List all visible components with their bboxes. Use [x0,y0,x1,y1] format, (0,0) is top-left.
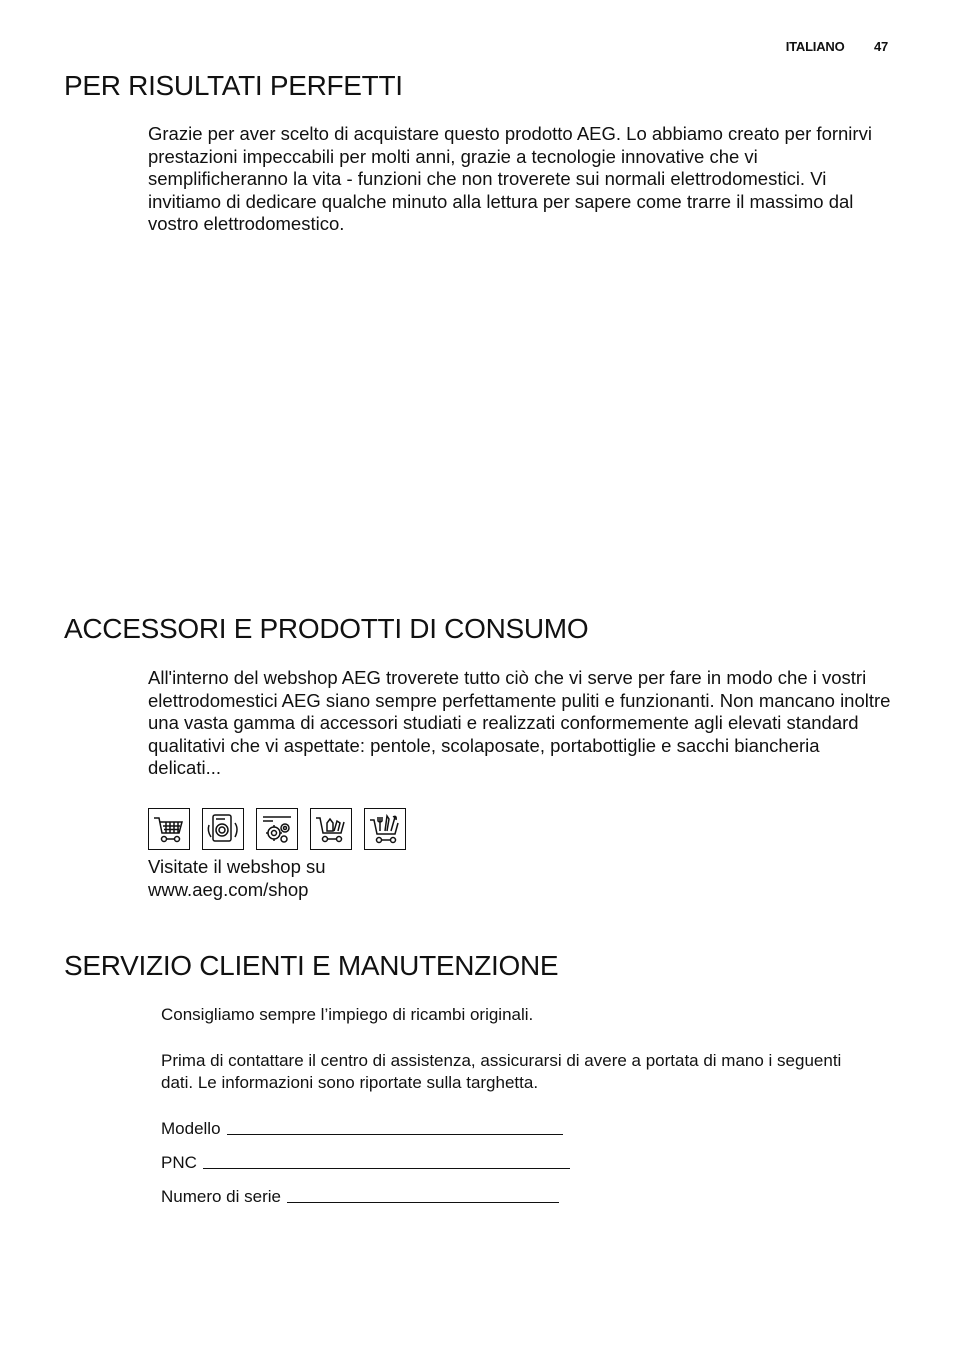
service-note-original-parts: Consigliamo sempre l’impiego di ricambi originali. [161,1005,534,1024]
page-header [786,39,888,54]
webshop-text [148,856,326,901]
serial-blank-line [287,1201,559,1203]
section-body-risultati: Grazie per aver scelto di acquistare questo prodotto AEG. Lo abbiamo creato per fornirvi prestazioni impeccabili per molti anni, grazie a tecnologie innovative che vi semplificheranno la vita - funzioni che non troverete sui normali elettrodomestici. Vi invitiamo di dedicare qualche minuto alla lettura per sapere come trarre il massimo dal vostro elettrodomestico. [148,123,872,235]
cleaning-product-icon [256,808,298,850]
pnc-label: PNC [161,1153,197,1172]
cart-with-bottle-icon [310,808,352,850]
section-body-accessori: All'interno del webshop AEG troverete tutto ciò che vi serve per fare in modo che i vostri elettrodomestici AEG siano sempre perfettamente puliti e funzionanti. Non mancano inoltre una vasta gamma di accessori studiati e realizzati conformemente agli elevati standard qualitativi che vi aspettate: pentole, scolaposate, portabottiglie e sacchi biancheria delicati... [148,667,891,779]
washing-machine-accessory-icon [202,808,244,850]
webshop-icons [148,808,406,850]
section-title-accessori: ACCESSORI E PRODOTTI DI CONSUMO [64,613,589,644]
section-title-servizio: SERVIZIO CLIENTI E MANUTENZIONE [64,950,559,981]
serial-field [161,1187,559,1207]
service-note-rating-plate: Prima di contattare il centro di assistenza, assicurarsi di avere a portata di mano i seguenti dati. Le informazioni sono riportate sulla targhetta. [161,1051,842,1092]
pnc-blank-line [203,1167,570,1169]
webshop-label: Visitate il webshop su [148,856,326,877]
language-label: ITALIANO [785,39,845,54]
model-field [161,1119,563,1139]
page-number: 47 [873,39,888,54]
section-title-risultati: PER RISULTATI PERFETTI [64,70,403,101]
model-label: Modello [161,1119,221,1138]
pnc-field [161,1153,570,1173]
cart-with-utensils-icon [364,808,406,850]
shopping-cart-icon [148,808,190,850]
webshop-url[interactable]: www.aeg.com/shop [148,878,309,900]
model-blank-line [227,1133,563,1135]
serial-label: Numero di serie [161,1187,281,1206]
